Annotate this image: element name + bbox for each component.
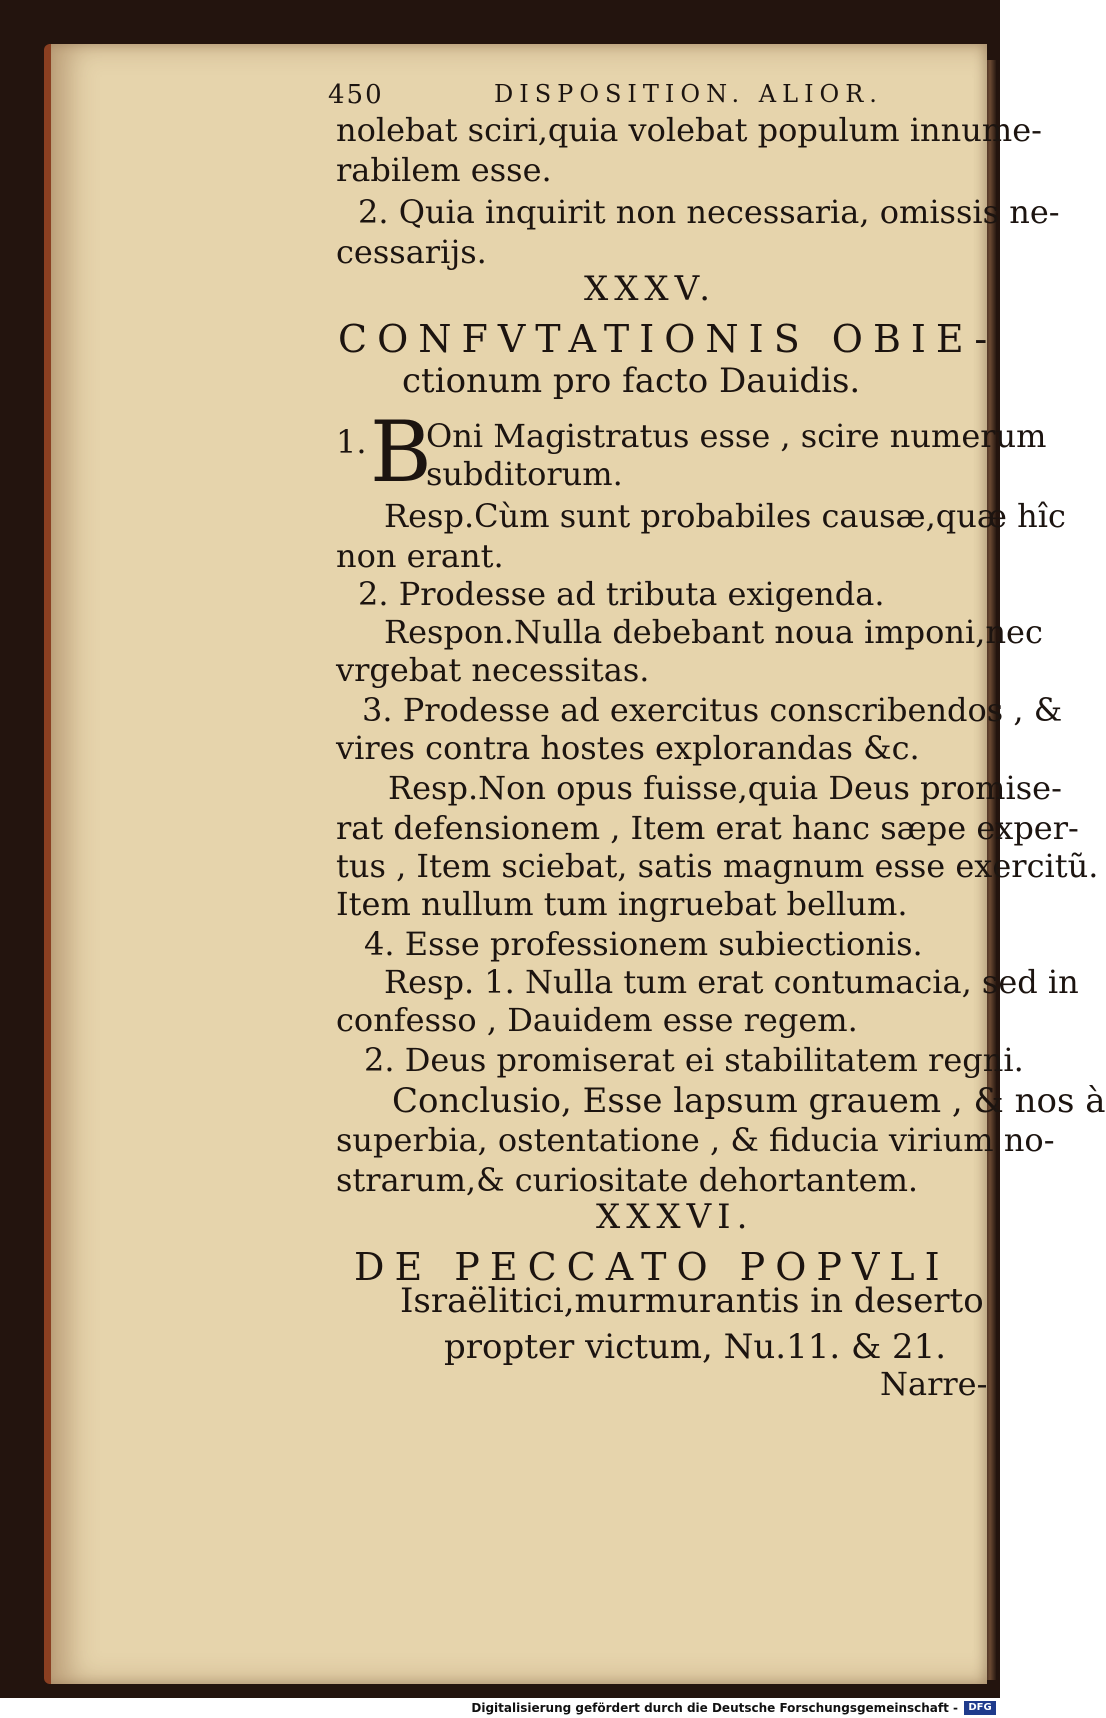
text-line: rat defensionem , Item erat hanc sæpe exper- xyxy=(336,809,1079,847)
text-line: 3. Prodesse ad exercitus conscribendos , & xyxy=(362,691,1063,729)
section-number: XXXV. xyxy=(584,269,717,309)
section-heading: CONFVTATIONIS OBIE- xyxy=(338,317,998,361)
page-number: 450 xyxy=(328,80,384,110)
section-heading: DE PECCATO POPVLI xyxy=(354,1245,950,1289)
item-number: 1. xyxy=(336,423,367,461)
running-head: DISPOSITION. ALIOR. xyxy=(494,80,883,108)
text-line: rabilem esse. xyxy=(336,151,552,189)
catchword: Narre- xyxy=(880,1365,988,1403)
text-line: confesso , Dauidem esse regem. xyxy=(336,1001,858,1039)
section-heading-line: propter victum, Nu.11. & 21. xyxy=(444,1327,947,1367)
text-line: Respon.Nulla debebant noua imponi,nec xyxy=(384,613,1043,651)
section-heading-line: Israëlitici,murmurantis in deserto xyxy=(400,1281,984,1321)
text-line: non erant. xyxy=(336,537,504,575)
text-line: vrgebat necessitas. xyxy=(336,651,650,689)
footer-credit: Digitalisierung gefördert durch die Deutsche Forschungsgemeinschaft - xyxy=(471,1701,958,1715)
text-line: 2. Quia inquirit non necessaria, omissis ne- xyxy=(358,193,1060,231)
text-line: nolebat sciri,quia volebat populum innume- xyxy=(336,111,1042,149)
text-line: strarum,& curiositate dehortantem. xyxy=(336,1161,919,1199)
text-line: 2. Prodesse ad tributa exigenda. xyxy=(358,575,885,613)
text-line: Resp.Cùm sunt probabiles causæ,quæ hîc xyxy=(384,497,1066,535)
drop-capital: B xyxy=(370,403,432,501)
text-line: cessarijs. xyxy=(336,233,487,271)
text-line: Resp.Non opus fuisse,quia Deus promise- xyxy=(388,769,1062,807)
text-line: 4. Esse professionem subiectionis. xyxy=(364,925,923,963)
text-line: Oni Magistratus esse , scire numerum xyxy=(426,417,1047,455)
footer-bar xyxy=(0,1698,1000,1718)
text-line: Conclusio, Esse lapsum grauem , & nos à xyxy=(392,1081,1106,1121)
dfg-logo: DFG xyxy=(964,1701,996,1715)
section-heading-line: ctionum pro facto Dauidis. xyxy=(402,361,861,401)
section-number: XXXVI. xyxy=(596,1197,754,1237)
text-line: 2. Deus promiserat ei stabilitatem regni. xyxy=(364,1041,1024,1079)
text-line: tus , Item sciebat, satis magnum esse exercitũ. xyxy=(336,847,1099,885)
text-line: superbia, ostentatione , & fiducia virium no- xyxy=(336,1121,1055,1159)
text-line: Resp. 1. Nulla tum erat contumacia, sed in xyxy=(384,963,1079,1001)
text-line: vires contra hostes explorandas &c. xyxy=(336,729,920,767)
text-line: Item nullum tum ingruebat bellum. xyxy=(336,885,908,923)
text-line: subditorum. xyxy=(426,455,623,493)
